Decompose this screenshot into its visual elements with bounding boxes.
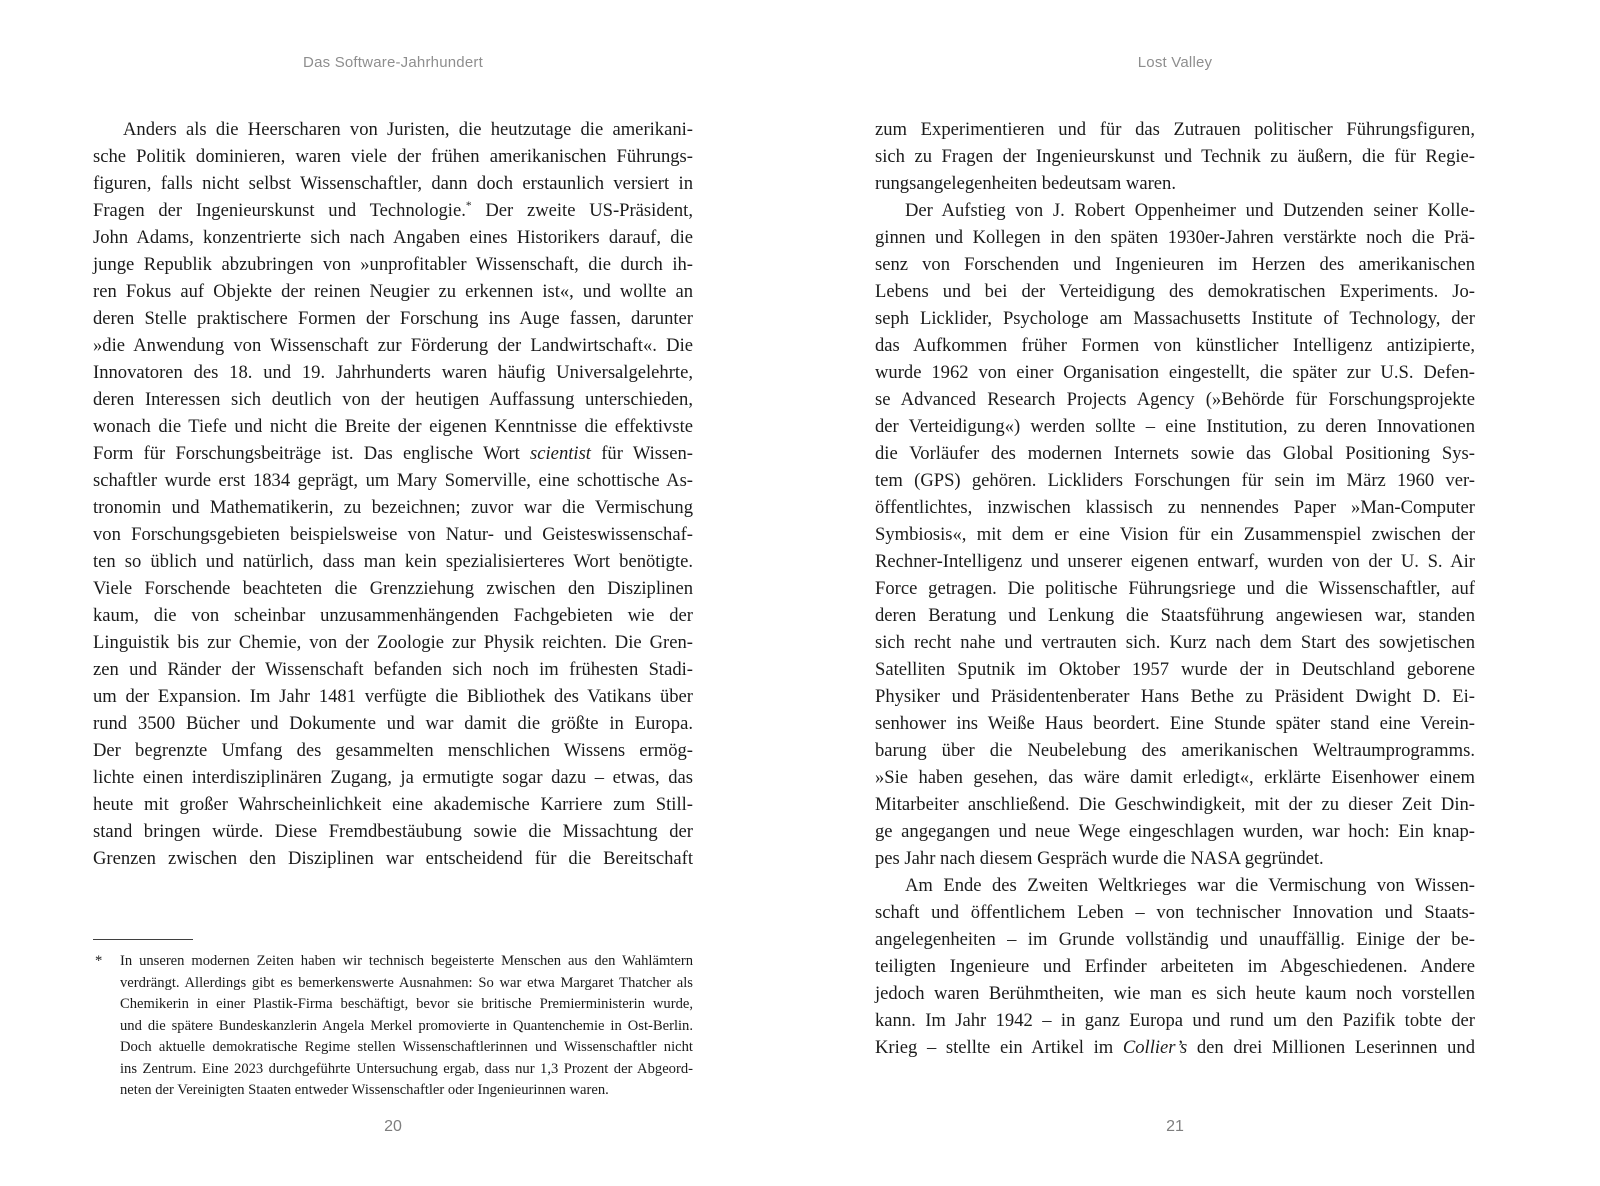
paragraph xyxy=(875,872,1475,1061)
text-line xyxy=(93,818,693,845)
text-segment: Der begrenzte Umfang des gesammelten menschlichen Wissens ermög- xyxy=(93,740,693,761)
text-line xyxy=(875,116,1475,143)
text-segment: Chemikerin in einer Plastik-Firma beschäftigt, bevor sie britische Premierministerin wurde, xyxy=(120,996,693,1012)
text-line xyxy=(93,494,693,521)
text-segment: Fragen der Ingenieurskunst und Technologie. xyxy=(93,200,466,221)
footnote xyxy=(93,951,693,1102)
text-segment: ginnen und Kollegen in den späten 1930er-Jahren verstärkte noch die Prä- xyxy=(875,227,1475,248)
text-line xyxy=(120,951,693,973)
text-segment: senz von Forschenden und Ingenieuren im Herzen des amerikanischen xyxy=(875,254,1475,275)
text-segment: Form für Forschungsbeiträge ist. Das englische Wort xyxy=(93,443,531,464)
text-line xyxy=(120,994,693,1016)
text-line xyxy=(120,1059,693,1081)
text-segment: Der Aufstieg von J. Robert Oppenheimer und Dutzenden seiner Kolle- xyxy=(905,200,1475,221)
running-header-right: Lost Valley xyxy=(1137,54,1213,71)
text-segment: deren Stelle praktischere Formen der Forschung ins Auge fassen, darunter xyxy=(93,308,693,329)
text-segment: ge angegangen und neue Wege eingeschlagen wurden, war hoch: Ein knap- xyxy=(875,821,1475,842)
text-line xyxy=(93,602,693,629)
text-segment: wurde 1962 von einer Organisation eingestellt, die später zur U.S. Defen- xyxy=(875,362,1475,383)
text-line xyxy=(93,791,693,818)
text-segment: »Sie haben gesehen, das wäre damit erledigt«, erklärte Eisenhower einem xyxy=(875,767,1475,788)
right-body-text xyxy=(875,116,1475,1061)
text-line xyxy=(875,251,1475,278)
text-segment: barung über die Neubelebung des amerikanischen Weltraumprogramms. xyxy=(875,740,1475,761)
text-segment: se Advanced Research Projects Agency (»Behörde für Forschungsprojekte xyxy=(875,389,1475,410)
text-line xyxy=(93,764,693,791)
text-segment: Der zweite US-Präsident, xyxy=(471,200,693,221)
text-segment: schaftler wurde erst 1834 geprägt, um Mary Somerville, eine schottische As- xyxy=(93,470,693,491)
text-segment: zen und Ränder der Wissenschaft befanden sich noch im frühesten Stadi- xyxy=(93,659,693,680)
text-segment: Lebens und bei der Verteidigung des demokratischen Experiments. Jo- xyxy=(875,281,1475,302)
text-line xyxy=(93,683,693,710)
text-line xyxy=(875,683,1475,710)
text-line xyxy=(875,575,1475,602)
text-segment: stand bringen würde. Diese Fremdbestäubung sowie die Missachtung der xyxy=(93,821,693,842)
text-line xyxy=(93,197,693,224)
text-line xyxy=(875,737,1475,764)
text-segment: Innovatoren des 18. und 19. Jahrhunderts waren häufig Universalgelehrte, xyxy=(93,362,693,383)
text-segment: In unseren modernen Zeiten haben wir technisch begeisterte Menschen aus den Wahlämtern xyxy=(120,953,693,969)
text-line xyxy=(875,818,1475,845)
text-segment: wonach die Tiefe und nicht die Breite der eigenen Kenntnisse die effektivste xyxy=(93,416,693,437)
text-segment: sich recht nahe und vertrauten sich. Kurz nach dem Start des sowjetischen xyxy=(875,632,1475,653)
text-line xyxy=(93,251,693,278)
text-segment: von Forschungsgebieten beispielsweise von Natur- und Geisteswissenschaf- xyxy=(93,524,693,545)
text-line xyxy=(93,305,693,332)
text-line xyxy=(875,656,1475,683)
text-segment: tem (GPS) gehören. Lickliders Forschungen für sein im März 1960 ver- xyxy=(875,470,1475,491)
footnote-reference-asterisk: * xyxy=(465,199,472,212)
text-line xyxy=(120,1016,693,1038)
text-line xyxy=(93,278,693,305)
text-line xyxy=(93,386,693,413)
text-line xyxy=(875,440,1475,467)
left-body-text xyxy=(93,116,693,872)
left-page xyxy=(93,0,693,1186)
text-line xyxy=(875,980,1475,1007)
text-line xyxy=(875,170,1475,197)
text-line xyxy=(875,791,1475,818)
paragraph xyxy=(875,116,1475,197)
text-line xyxy=(93,575,693,602)
text-line xyxy=(93,845,693,872)
text-segment: tronomin und Mathematikerin, zu bezeichnen; zuvor war die Vermischung xyxy=(93,497,693,518)
text-line xyxy=(875,359,1475,386)
text-line xyxy=(93,170,693,197)
text-line xyxy=(93,737,693,764)
text-segment: den drei Millionen Leserinnen und xyxy=(1187,1037,1475,1058)
text-line xyxy=(875,197,1475,224)
text-segment: kann. Im Jahr 1942 – in ganz Europa und rund um den Pazifik tobte der xyxy=(875,1010,1475,1031)
text-line xyxy=(875,899,1475,926)
paragraph xyxy=(120,951,693,1102)
text-segment: die Vorläufer des modernen Internets sowie das Global Positioning Sys- xyxy=(875,443,1475,464)
text-line xyxy=(875,1034,1475,1061)
text-line xyxy=(875,332,1475,359)
text-segment: lichte einen interdisziplinären Zugang, ja ermutigte sogar dazu – etwas, das xyxy=(93,767,693,788)
text-segment: zum Experimentieren und für das Zutrauen politischer Führungsfiguren, xyxy=(875,119,1475,140)
text-line xyxy=(93,548,693,575)
text-segment: sche Politik dominieren, waren viele der frühen amerikanischen Führungs- xyxy=(93,146,693,167)
text-segment: um der Expansion. Im Jahr 1481 verfügte die Bibliothek des Vatikans über xyxy=(93,686,693,707)
text-segment: ten so üblich und natürlich, dass man kein spezialisierteres Wort benötigte. xyxy=(93,551,693,572)
text-line xyxy=(93,116,693,143)
text-line xyxy=(93,629,693,656)
text-line xyxy=(93,656,693,683)
text-segment: schaft und öffentlichem Leben – von technischer Innovation und Staats- xyxy=(875,902,1475,923)
text-line xyxy=(120,973,693,995)
text-line xyxy=(875,224,1475,251)
text-line xyxy=(875,1007,1475,1034)
text-segment: »die Anwendung von Wissenschaft zur Förderung der Landwirtschaft«. Die xyxy=(93,335,693,356)
text-line xyxy=(875,926,1475,953)
text-line xyxy=(875,548,1475,575)
italic-term: scientist xyxy=(530,443,591,464)
text-segment: Anders als die Heerscharen von Juristen, die heutzutage die amerikani- xyxy=(123,119,693,140)
text-segment: Krieg – stellte ein Artikel im xyxy=(875,1037,1123,1058)
text-line xyxy=(93,521,693,548)
footnote-text xyxy=(120,951,693,1102)
text-segment: Mitarbeiter anschließend. Die Geschwindigkeit, mit der zu dieser Zeit Din- xyxy=(875,794,1475,815)
text-segment: der Verteidigung«) werden sollte – eine Institution, zu deren Innovationen xyxy=(875,416,1475,437)
text-segment: pes Jahr nach diesem Gespräch wurde die NASA gegründet. xyxy=(875,848,1324,869)
text-segment: jedoch waren Berühmtheiten, wie man es sich heute kaum noch vorstellen xyxy=(875,983,1475,1004)
running-header-left: Das Software-Jahrhundert xyxy=(303,54,483,71)
text-segment: teiligten Ingenieure und Erfinder arbeiteten im Abgeschiedenen. Andere xyxy=(875,956,1475,977)
italic-term: Collier’s xyxy=(1122,1037,1188,1058)
paragraph xyxy=(875,197,1475,872)
text-line xyxy=(875,953,1475,980)
right-page xyxy=(875,0,1475,1186)
text-segment: Force getragen. Die politische Führungsriege und die Wissenschaftler, auf xyxy=(875,578,1475,599)
text-segment: neten der Vereinigten Staaten entweder Wissenschaftler oder Ingenieurinnen waren. xyxy=(120,1082,609,1098)
text-segment: Linguistik bis zur Chemie, von der Zoologie zur Physik reichten. Die Gren- xyxy=(93,632,693,653)
text-segment: kaum, die von scheinbar unzusammenhängenden Fachgebieten wie der xyxy=(93,605,693,626)
text-line xyxy=(120,1037,693,1059)
text-line xyxy=(120,1080,693,1102)
text-line xyxy=(875,845,1475,872)
text-segment: John Adams, konzentrierte sich nach Angaben eines Historikers darauf, die xyxy=(93,227,693,248)
text-segment: öffentlichtes, inzwischen klassisch zu nennendes Paper »Man-Computer xyxy=(875,497,1475,518)
text-line xyxy=(875,629,1475,656)
text-line xyxy=(875,494,1475,521)
page-number-left: 20 xyxy=(384,1118,402,1135)
text-segment: heute mit großer Wahrscheinlichkeit eine akademische Karriere zum Still- xyxy=(93,794,693,815)
text-segment: verdrängt. Allerdings gibt es bemerkenswerte Ausnahmen: So war etwa Margaret Thatcher als xyxy=(120,974,693,991)
text-line xyxy=(875,305,1475,332)
text-segment: ins Zentrum. Eine 2023 durchgeführte Untersuchung ergab, dass nur 1,3 Prozent der Abgeord- xyxy=(120,1060,693,1077)
text-segment: deren Beratung und Lenkung die Staatsführung angewiesen war, standen xyxy=(875,605,1475,626)
text-segment: angelegenheiten – im Grunde vollständig und unauffällig. Einige der be- xyxy=(875,929,1475,950)
page-number-right: 21 xyxy=(1166,1118,1184,1135)
text-segment: sich zu Fragen der Ingenieurskunst und Technik zu äußern, die für Regie- xyxy=(875,146,1475,167)
text-segment: Physiker und Präsidentenberater Hans Bethe zu Präsident Dwight D. Ei- xyxy=(875,686,1475,707)
text-line xyxy=(93,710,693,737)
text-line xyxy=(93,224,693,251)
text-line xyxy=(875,413,1475,440)
footnote-marker: * xyxy=(95,953,103,969)
text-segment: Rechner-Intelligenz und unserer eigenen entwarf, wurden von der U. S. Air xyxy=(875,551,1475,572)
text-segment: rungsangelegenheiten bedeutsam waren. xyxy=(875,173,1176,194)
text-segment: für Wissen- xyxy=(590,443,694,464)
text-segment: und die spätere Bundeskanzlerin Angela Merkel promovierte in Quantenchemie in Ost-Berlin. xyxy=(120,1017,693,1034)
paragraph xyxy=(93,116,693,872)
text-segment: Satelliten Sputnik im Oktober 1957 wurde der in Deutschland geborene xyxy=(875,659,1475,680)
text-segment: deren Interessen sich deutlich von der heutigen Auffassung unterschieden, xyxy=(93,389,693,410)
text-segment: Grenzen zwischen den Disziplinen war entscheidend für die Bereitschaft xyxy=(93,848,693,869)
text-line xyxy=(875,386,1475,413)
text-segment: ren Fokus auf Objekte der reinen Neugier zu erkennen ist«, und wollte an xyxy=(93,281,693,302)
text-line xyxy=(875,602,1475,629)
text-segment: senhower ins Weiße Haus beordert. Eine Stunde später stand eine Verein- xyxy=(875,713,1475,734)
text-line xyxy=(93,359,693,386)
text-segment: Symbiosis«, mit dem er eine Vision für ein Zusammenspiel zwischen der xyxy=(875,524,1475,545)
text-line xyxy=(93,332,693,359)
text-line xyxy=(875,521,1475,548)
text-segment: figuren, falls nicht selbst Wissenschaftler, dann doch erstaunlich versiert in xyxy=(93,173,693,194)
text-line xyxy=(93,143,693,170)
text-segment: seph Licklider, Psychologe am Massachusetts Institute of Technology, der xyxy=(875,308,1475,329)
text-line xyxy=(875,143,1475,170)
text-line xyxy=(875,710,1475,737)
text-segment: Doch aktuelle demokratische Regime stellen Wissenschaftlerinnen und Wissenschaftler nicht xyxy=(120,1039,693,1055)
text-line xyxy=(875,764,1475,791)
text-segment: das Aufkommen früher Formen von künstlicher Intelligenz antizipierte, xyxy=(875,335,1475,356)
text-segment: Am Ende des Zweiten Weltkrieges war die Vermischung von Wissen- xyxy=(905,875,1475,896)
footnote-divider xyxy=(93,939,193,940)
text-line xyxy=(875,872,1475,899)
text-segment: Viele Forschende beachteten die Grenzziehung zwischen den Disziplinen xyxy=(93,578,693,599)
text-line xyxy=(875,467,1475,494)
text-line xyxy=(93,467,693,494)
text-line xyxy=(93,440,693,467)
text-segment: junge Republik abzubringen von »unprofitabler Wissenschaft, die durch ih- xyxy=(93,254,693,275)
text-line xyxy=(93,413,693,440)
text-line xyxy=(875,278,1475,305)
text-segment: rund 3500 Bücher und Dokumente und war damit die größte in Europa. xyxy=(93,713,693,734)
